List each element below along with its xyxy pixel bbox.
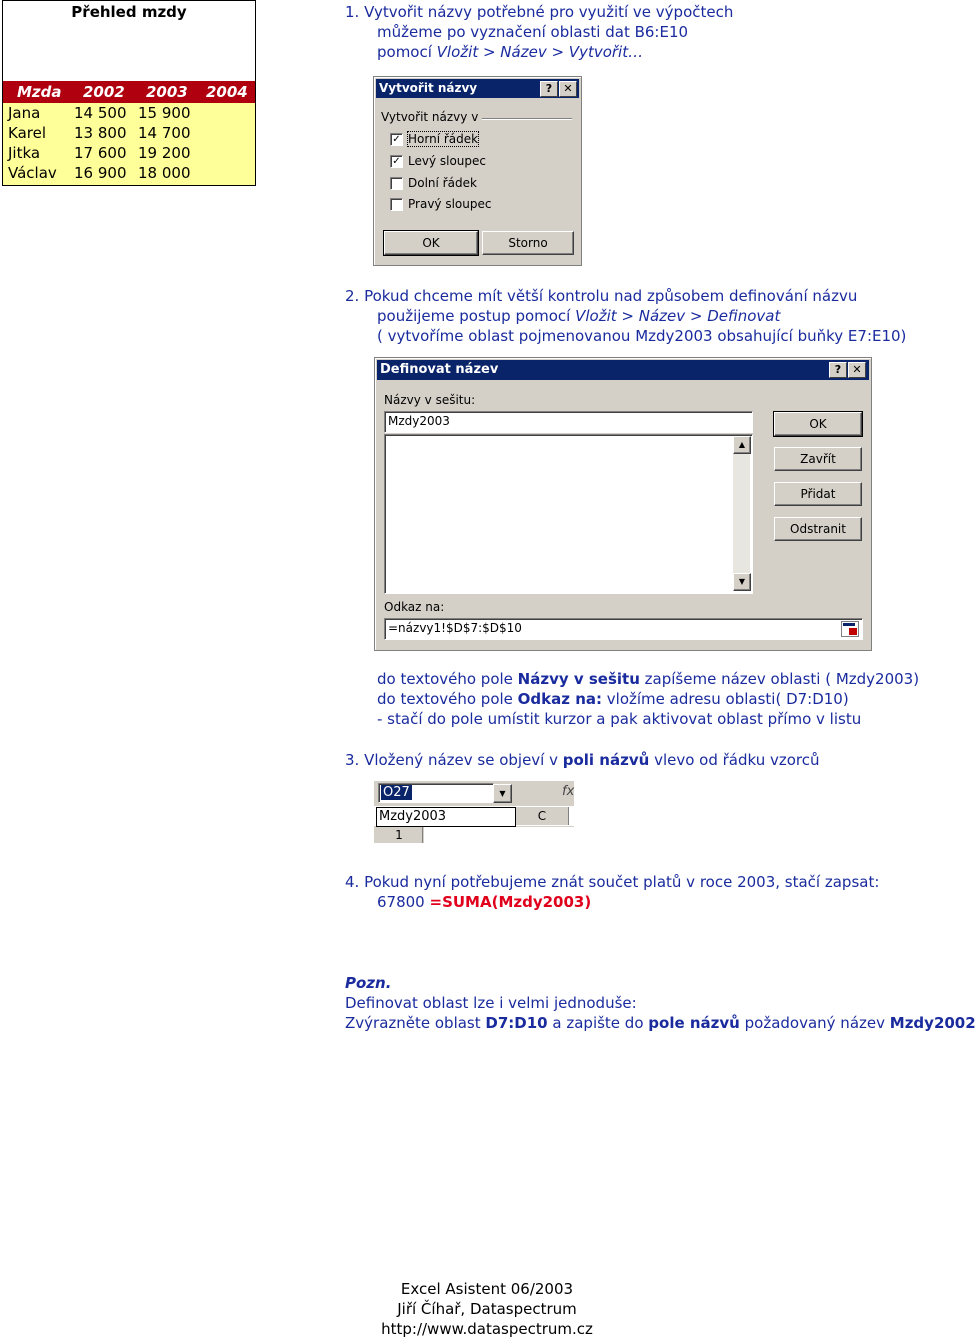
header-2004: 2004: [206, 83, 248, 101]
delete-button[interactable]: Odstranit: [774, 517, 862, 541]
names-input-value: Mzdy2003: [388, 414, 450, 428]
step1-line2: můžeme po vyznačení oblasti dat B6:E10: [377, 23, 689, 41]
dialog-titlebar: [377, 360, 869, 380]
step4-value: 67800: [377, 893, 430, 911]
row-2002: 14 500: [74, 104, 127, 122]
note-bold: Mzdy2002: [889, 1014, 976, 1032]
help-icon[interactable]: ?: [829, 362, 847, 378]
step4-line2: [377, 892, 591, 912]
table-header-row: [3, 81, 255, 103]
row-2003: 15 900: [138, 104, 191, 122]
step2-menu-path: Vložit > Název > Definovat: [575, 307, 781, 325]
row-name: Václav: [8, 164, 57, 182]
close-button[interactable]: Zavřít: [774, 447, 862, 471]
cell-area: [424, 827, 574, 843]
footer-link[interactable]: http://www.dataspectrum.cz: [381, 1320, 593, 1338]
checkbox-bottom-row[interactable]: [390, 177, 403, 190]
step1-line3: [377, 42, 643, 62]
table-row: [3, 143, 255, 163]
note-bold: D7:D10: [485, 1014, 548, 1032]
step2-prefix: použijeme postup pomocí: [377, 307, 576, 325]
step3-text: vlevo od řádku vzorců: [649, 751, 820, 769]
note-text: a zapište do: [547, 1014, 649, 1032]
table-body: [3, 103, 255, 185]
names-list[interactable]: [384, 434, 753, 594]
explain-text: zapíšeme název oblasti ( Mzdy2003): [639, 670, 920, 688]
checkbox-left-column[interactable]: ✓: [390, 155, 403, 168]
function-icon[interactable]: fx: [562, 784, 575, 799]
note-title: Pozn.: [345, 974, 392, 992]
chevron-down-icon[interactable]: ▼: [493, 784, 512, 803]
explain-text: do textového pole: [377, 690, 518, 708]
explain-text: do textového pole: [377, 670, 518, 688]
dialog-titlebar: [376, 79, 579, 98]
step1-line1: 1. Vytvořit názvy potřebné pro využití ve výpočtech: [345, 3, 734, 21]
help-icon[interactable]: ?: [540, 81, 558, 97]
table-title: Přehled mzdy: [71, 3, 187, 21]
names-label: Názvy v sešitu:: [384, 393, 476, 407]
row-name: Jana: [8, 104, 41, 122]
note-line1: Definovat oblast lze i velmi jednoduše:: [345, 994, 637, 1012]
label-right-column[interactable]: Pravý sloupec: [408, 197, 492, 211]
group-label: Vytvořit názvy v: [381, 110, 479, 124]
row-2003: 19 200: [138, 144, 191, 162]
explain-line2: [377, 689, 849, 709]
collapse-bar-icon: [843, 623, 855, 626]
row-2003: 18 000: [138, 164, 191, 182]
row-name: Karel: [8, 124, 46, 142]
step3-bold: poli názvů: [562, 751, 650, 769]
close-icon[interactable]: ✕: [848, 362, 866, 378]
table-row: [3, 163, 255, 183]
checkbox-top-row[interactable]: ✓: [390, 133, 403, 146]
salary-table: [2, 0, 256, 186]
add-button[interactable]: Přidat: [774, 482, 862, 506]
ref-label: Odkaz na:: [384, 600, 445, 614]
create-names-dialog: [373, 76, 582, 266]
row-2002: 17 600: [74, 144, 127, 162]
explain-line3: - stačí do pole umístit kurzor a pak aktivovat oblast přímo v listu: [377, 710, 862, 728]
ref-input[interactable]: [384, 618, 863, 640]
header-mzda: Mzda: [17, 83, 62, 101]
row-header-1: 1: [376, 827, 423, 843]
collapse-arrow-icon: [849, 628, 857, 635]
step2-line3: ( vytvoříme oblast pojmenovanou Mzdy2003 obsahující buňky E7:E10): [377, 327, 907, 345]
step3-text: 3. Vložený název se objeví v: [345, 751, 563, 769]
ref-input-value: =názvy1!$D$7:$D$10: [388, 621, 522, 635]
step2-line2: [377, 306, 780, 326]
header-2003: 2003: [146, 83, 188, 101]
scroll-up-icon[interactable]: ▲: [733, 436, 751, 454]
scroll-down-icon[interactable]: ▼: [733, 573, 751, 591]
step1-menu-path: Vložit > Název > Vytvořit…: [436, 43, 644, 61]
collapse-dialog-icon[interactable]: [841, 621, 859, 637]
explain-bold: Názvy v sešitu: [517, 670, 640, 688]
name-box-dropdown[interactable]: [378, 783, 494, 803]
ok-button[interactable]: OK: [774, 412, 862, 436]
label-top-row[interactable]: Horní řádek: [408, 132, 479, 146]
row-name: Jitka: [8, 144, 41, 162]
step2-line1: 2. Pokud chceme mít větší kontrolu nad způsobem definování názvu: [345, 287, 858, 305]
table-row: [3, 123, 255, 143]
header-2002: 2002: [83, 83, 125, 101]
explain-text: vložíme adresu oblasti( D7:D10): [602, 690, 849, 708]
label-bottom-row[interactable]: Dolní řádek: [408, 176, 477, 190]
names-input[interactable]: [384, 411, 753, 433]
step4-line1: 4. Pokud nyní potřebujeme znát součet platů v roce 2003, stačí zapsat:: [345, 873, 880, 891]
dialog-title: Vytvořit názvy: [379, 81, 478, 95]
ok-button[interactable]: OK: [384, 231, 478, 255]
column-header-c: C: [516, 807, 569, 825]
step3-line: [345, 750, 820, 770]
names-scrollbar[interactable]: [733, 436, 750, 590]
explain-bold: Odkaz na:: [517, 690, 603, 708]
footer-line2: Jiří Číhař, Dataspectrum: [397, 1300, 577, 1318]
note-text: požadovaný název: [739, 1014, 890, 1032]
table-row: [3, 103, 255, 123]
cancel-button[interactable]: Storno: [482, 231, 574, 255]
row-2003: 14 700: [138, 124, 191, 142]
name-box-screenshot: [374, 781, 574, 843]
explain-line1: [377, 669, 919, 689]
footer-line1: Excel Asistent 06/2003: [400, 1280, 574, 1298]
group-divider: [482, 118, 572, 120]
name-box-typed[interactable]: Mzdy2003: [376, 807, 516, 827]
note-text: Zvýrazněte oblast: [345, 1014, 486, 1032]
name-box-value: O27: [383, 785, 410, 800]
step4-formula: =SUMA(Mzdy2003): [429, 893, 592, 911]
dialog-title: Definovat název: [380, 362, 499, 377]
note-bold: pole názvů: [648, 1014, 740, 1032]
define-name-dialog: [374, 357, 872, 651]
checkbox-right-column[interactable]: [390, 198, 403, 211]
row-2002: 16 900: [74, 164, 127, 182]
step1-prefix: pomocí: [377, 43, 437, 61]
close-icon[interactable]: ✕: [559, 81, 577, 97]
row-2002: 13 800: [74, 124, 127, 142]
label-left-column[interactable]: Levý sloupec: [408, 154, 487, 168]
note-line2: [345, 1013, 976, 1033]
